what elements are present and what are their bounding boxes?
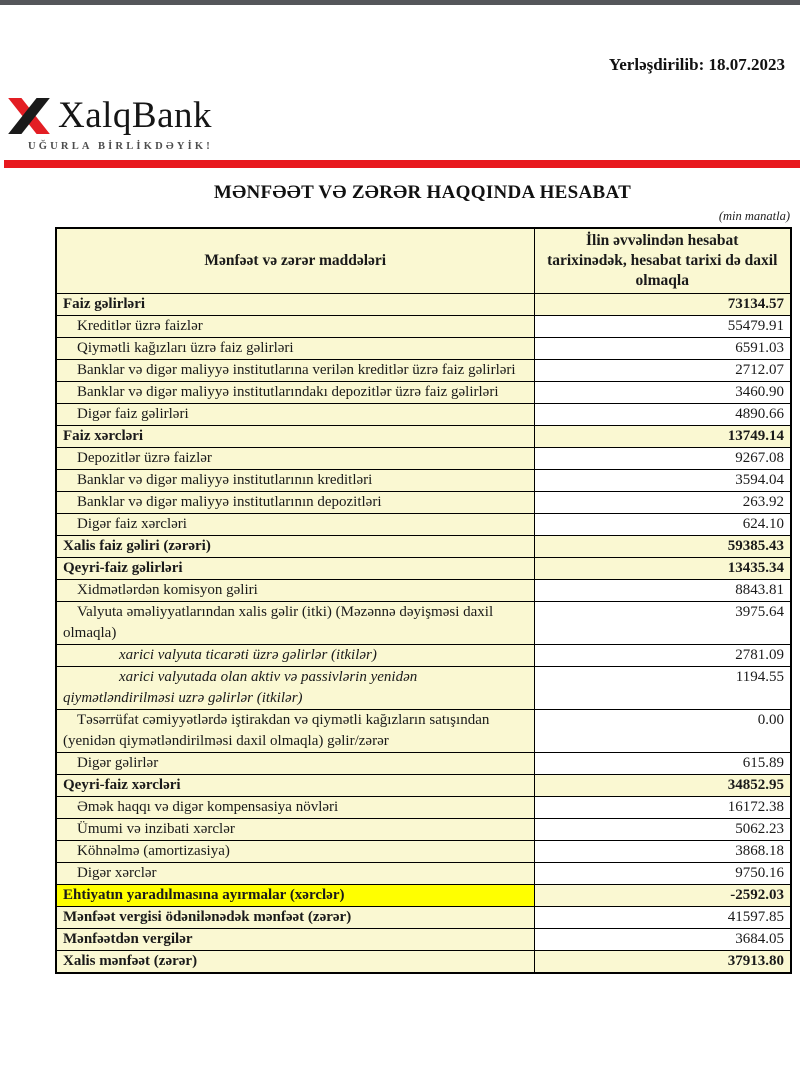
row-value: 8843.81 — [534, 580, 791, 602]
row-label: Banklar və digər maliyyə institutlarının depozitləri — [56, 492, 534, 514]
row-label: Qeyri-faiz gəlirləri — [56, 558, 534, 580]
row-value: 1194.55 — [534, 667, 791, 710]
table-row — [56, 316, 791, 338]
table-row — [56, 819, 791, 841]
row-value: 5062.23 — [534, 819, 791, 841]
row-value: 0.00 — [534, 710, 791, 753]
page-title: MƏNFƏƏT VƏ ZƏRƏR HAQQINDA HESABAT — [213, 182, 632, 203]
bank-logo — [8, 97, 800, 134]
table-header-row — [56, 228, 791, 294]
row-value: 2712.07 — [534, 360, 791, 382]
row-label: Ehtiyatın yaradılmasına ayırmalar (xərclər) — [56, 885, 534, 907]
table-row — [56, 404, 791, 426]
row-value: 6591.03 — [534, 338, 791, 360]
table-row — [56, 580, 791, 602]
row-value: 37913.80 — [534, 951, 791, 974]
table-row — [56, 885, 791, 907]
row-label: Xalis mənfəət (zərər) — [56, 951, 534, 974]
row-label: Digər faiz gəlirləri — [56, 404, 534, 426]
row-label: Mənfəətdən vergilər — [56, 929, 534, 951]
row-value: 59385.43 — [534, 536, 791, 558]
row-value: 41597.85 — [534, 907, 791, 929]
window-top-bar — [0, 0, 800, 5]
row-value: 3460.90 — [534, 382, 791, 404]
row-value: 9750.16 — [534, 863, 791, 885]
table-row — [56, 558, 791, 580]
table-row — [56, 667, 791, 710]
row-label: xarici valyutada olan aktiv və passivlərin yenidən qiymətləndirilməsi uzrə gəlirlər (itkilər) — [56, 667, 534, 710]
bank-logo-text: XalqBank — [58, 95, 213, 136]
row-label: Banklar və digər maliyyə institutlarının kreditləri — [56, 470, 534, 492]
row-value: 55479.91 — [534, 316, 791, 338]
row-value: 3684.05 — [534, 929, 791, 951]
table-row — [56, 645, 791, 667]
row-label: Banklar və digər maliyyə institutlarındakı depozitlər üzrə faiz gəlirləri — [56, 382, 534, 404]
row-value: 3868.18 — [534, 841, 791, 863]
row-value: 9267.08 — [534, 448, 791, 470]
row-value: 3594.04 — [534, 470, 791, 492]
row-value: 13435.34 — [534, 558, 791, 580]
row-label: Xalis faiz gəliri (zərəri) — [56, 536, 534, 558]
report-table-body — [56, 294, 791, 974]
row-label: Digər faiz xərcləri — [56, 514, 534, 536]
table-row — [56, 951, 791, 974]
table-row — [56, 514, 791, 536]
table-row — [56, 753, 791, 775]
table-row — [56, 360, 791, 382]
row-label: Əmək haqqı və digər kompensasiya növləri — [56, 797, 534, 819]
table-row — [56, 492, 791, 514]
row-label: xarici valyuta ticarəti üzrə gəlirlər (itkilər) — [56, 645, 534, 667]
xalqbank-x-icon — [8, 98, 50, 134]
row-label: Banklar və digər maliyyə institutlarına verilən kreditlər üzrə faiz gəlirləri — [56, 360, 534, 382]
row-label: Xidmətlərdən komisyon gəliri — [56, 580, 534, 602]
bank-tagline: UĞURLA BİRLİKDƏYİK! — [28, 141, 213, 152]
table-row — [56, 863, 791, 885]
table-row — [56, 929, 791, 951]
row-label: Faiz gəlirləri — [56, 294, 534, 316]
row-label: Depozitlər üzrə faizlər — [56, 448, 534, 470]
row-label: Kreditlər üzrə faizlər — [56, 316, 534, 338]
row-label: Digər gəlirlər — [56, 753, 534, 775]
row-value: 624.10 — [534, 514, 791, 536]
table-row — [56, 907, 791, 929]
row-value: 4890.66 — [534, 404, 791, 426]
profit-loss-table — [55, 227, 792, 974]
row-value: -2592.03 — [534, 885, 791, 907]
row-value: 263.92 — [534, 492, 791, 514]
header-items-column: Mənfəət və zərər maddələri — [56, 228, 534, 294]
table-row — [56, 426, 791, 448]
table-row — [56, 470, 791, 492]
table-row — [56, 775, 791, 797]
row-label: Digər xərclər — [56, 863, 534, 885]
table-row — [56, 448, 791, 470]
row-label: Köhnəlmə (amortizasiya) — [56, 841, 534, 863]
table-row — [56, 338, 791, 360]
table-row — [56, 382, 791, 404]
table-row — [56, 536, 791, 558]
row-value: 13749.14 — [534, 426, 791, 448]
table-row — [56, 797, 791, 819]
row-value: 34852.95 — [534, 775, 791, 797]
published-date: Yerləşdirilib: 18.07.2023 — [608, 55, 785, 74]
row-label: Ümumi və inzibati xərclər — [56, 819, 534, 841]
row-label: Qeyri-faiz xərcləri — [56, 775, 534, 797]
unit-note: (min manatla) — [718, 209, 790, 223]
header-value-column: İlin əvvəlindən hesabat tarixinədək, hesabat tarixi də daxil olmaqla — [534, 228, 791, 294]
row-value: 615.89 — [534, 753, 791, 775]
row-value: 16172.38 — [534, 797, 791, 819]
row-label: Təsərrüfat cəmiyyətlərdə iştirakdan və qiymətli kağızların satışından (yenidən qiymətləndirilməsi daxil olmaqla) gəlir/zərər — [56, 710, 534, 753]
row-value: 73134.57 — [534, 294, 791, 316]
row-value: 3975.64 — [534, 602, 791, 645]
table-row — [56, 602, 791, 645]
row-label: Qiymətli kağızları üzrə faiz gəlirləri — [56, 338, 534, 360]
row-label: Faiz xərcləri — [56, 426, 534, 448]
table-row — [56, 841, 791, 863]
red-divider — [4, 160, 800, 168]
row-label: Mənfəət vergisi ödənilənədək mənfəət (zərər) — [56, 907, 534, 929]
table-row — [56, 294, 791, 316]
row-label: Valyuta əməliyyatlarından xalis gəlir (itki) (Məzənnə dəyişməsi daxil olmaqla) — [56, 602, 534, 645]
row-value: 2781.09 — [534, 645, 791, 667]
table-row — [56, 710, 791, 753]
